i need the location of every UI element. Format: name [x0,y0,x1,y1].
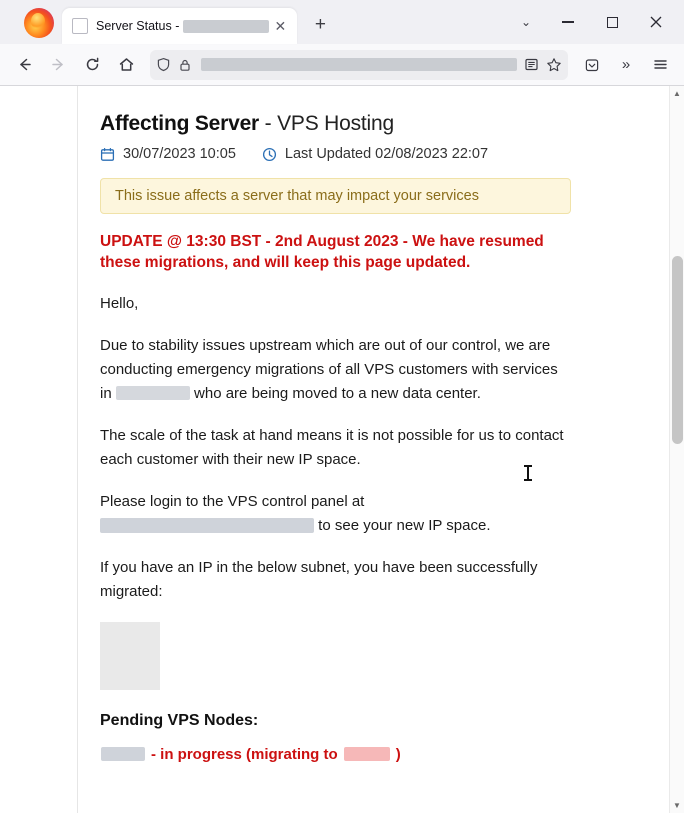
new-tab-button[interactable]: + [314,14,326,35]
subnet-image-placeholder [100,622,160,690]
node-name-redacted [101,747,145,761]
scrollbar-thumb[interactable] [672,256,683,444]
page-content-area [0,86,684,813]
scroll-up-arrow-icon[interactable]: ▲ [673,89,681,98]
update-notice: UPDATE @ 13:30 BST - 2nd August 2023 - We have resumed these migrations, and will keep this page updated. [100,233,544,271]
list-all-tabs-icon[interactable]: ⌄ [520,15,532,29]
paragraph-scale: The scale of the task at hand means it is not possible for us to contact each customer with their new IP space. [100,426,564,468]
published-date-text: 30/07/2023 10:05 [123,146,236,162]
page-left-gutter [0,86,78,813]
article-meta [100,146,571,162]
location-redacted [116,386,190,400]
vertical-scrollbar[interactable] [669,86,684,813]
page-title-bold: Affecting Server [100,112,260,135]
tab-title [96,19,269,33]
browser-tab[interactable] [62,8,297,44]
app-menu-button[interactable] [644,49,676,81]
text-cursor [527,465,529,481]
impact-alert-banner: This issue affects a server that may impact your services [100,178,571,214]
scroll-down-arrow-icon[interactable]: ▼ [673,801,681,810]
address-bar[interactable] [150,50,568,80]
article [78,86,595,813]
control-panel-url-redacted[interactable] [100,518,314,533]
paragraph-1-part-b: who are being moved to a new data center. [194,384,481,402]
tab-close-icon[interactable]: ✕ [274,17,287,34]
published-date [100,146,236,162]
reader-view-icon[interactable] [524,57,539,72]
minimize-button[interactable] [546,0,590,44]
tab-title-text: Server Status - [96,19,180,33]
maximize-button[interactable] [590,0,634,44]
last-updated [262,146,488,162]
bookmark-star-icon[interactable] [546,57,562,73]
lock-icon[interactable] [178,58,192,72]
navigation-toolbar [0,44,684,86]
node-target-redacted [344,747,390,761]
home-button[interactable] [110,49,142,81]
close-window-button[interactable] [634,0,678,44]
clock-icon [262,147,277,162]
paragraph-subnet: If you have an IP in the below subnet, you have been successfully migrated: [100,558,538,600]
reload-button[interactable] [76,49,108,81]
greeting-paragraph: Hello, [100,294,139,312]
list-item [100,746,571,763]
page-right-gutter [595,86,669,813]
url-text-redacted [201,58,517,71]
tab-strip [0,0,684,44]
node-status-suffix: ) [395,745,401,763]
last-updated-text: Last Updated 02/08/2023 22:07 [284,146,489,162]
pending-nodes-heading: Pending VPS Nodes: [100,711,259,729]
tab-title-redacted [183,20,269,33]
page-title [100,112,571,136]
paragraph-3-part-b: to see your new IP space. [318,516,491,534]
paragraph-1-part-a: Due to stability issues upstream which are out of our control, we are conducting emergency migrations of all VPS customers with services in [100,336,558,402]
tab-favicon-icon [72,18,88,34]
forward-button[interactable] [42,49,74,81]
paragraph-migration-reason [100,334,571,406]
shield-icon[interactable] [156,57,171,72]
window-controls [506,0,678,44]
paragraph-control-panel [100,490,571,538]
calendar-icon [100,147,115,162]
save-to-pocket-button[interactable] [576,49,608,81]
back-button[interactable] [8,49,40,81]
firefox-logo-icon [24,8,54,38]
page-title-rest: - VPS Hosting [259,112,394,135]
overflow-menu-button[interactable]: » [621,56,631,73]
paragraph-3-part-a: Please login to the VPS control panel at [100,492,365,510]
node-status-text: - in progress (migrating to [151,745,338,763]
